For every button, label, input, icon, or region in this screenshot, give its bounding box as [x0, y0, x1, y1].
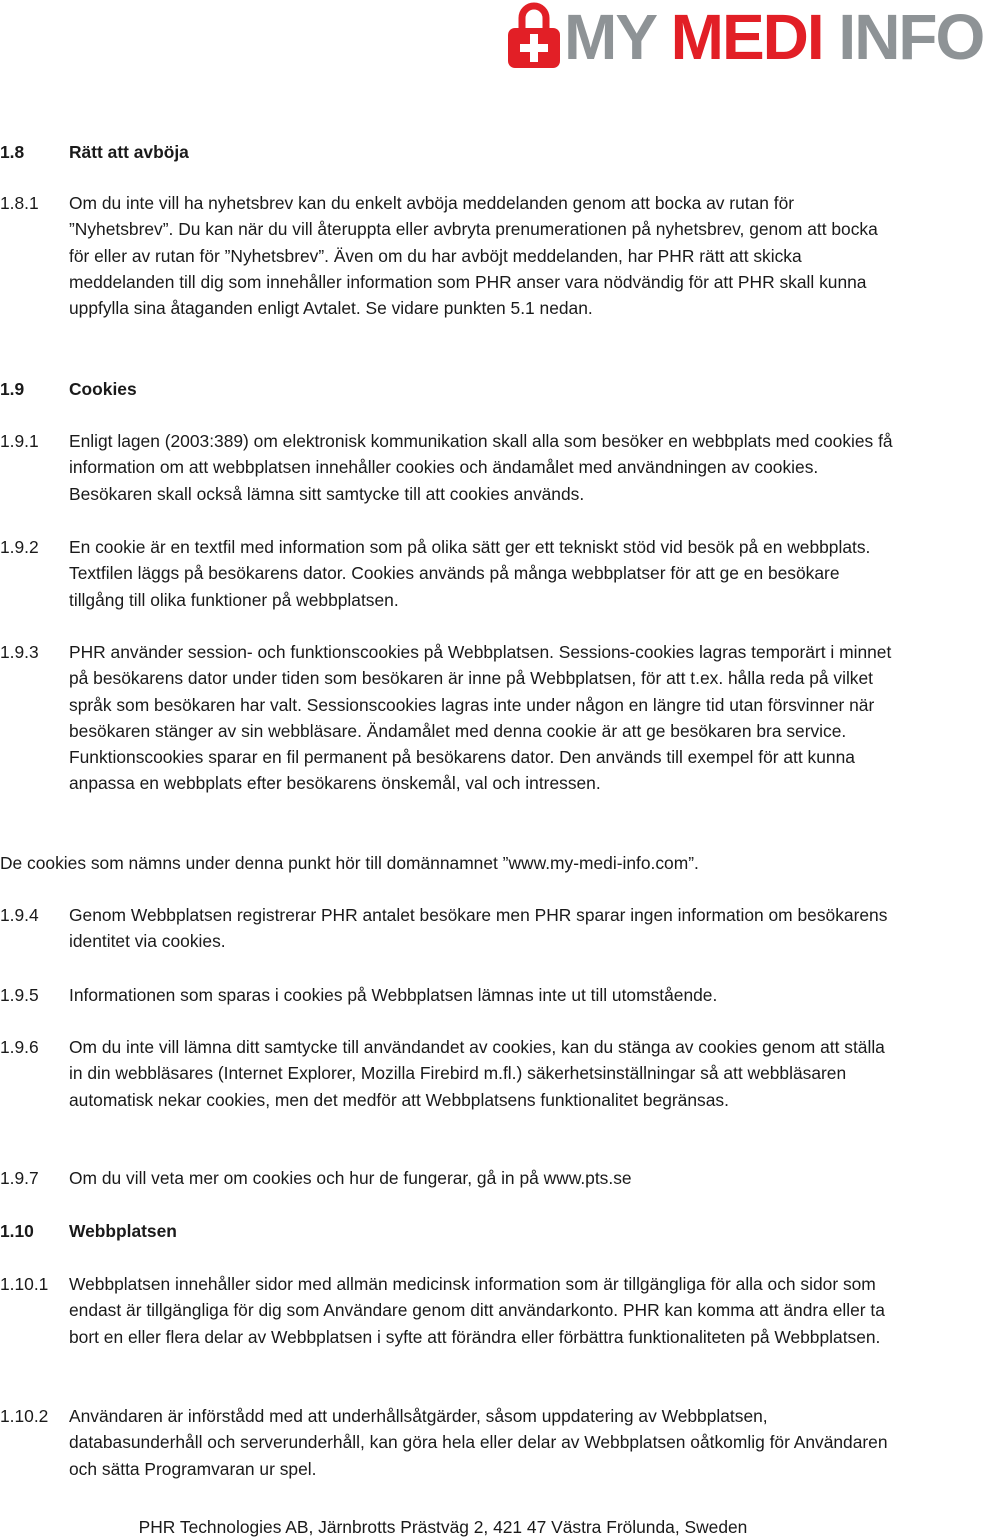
paragraph-number: 1.9.1	[0, 431, 39, 451]
paragraph-text: Webbplatsen innehåller sidor med allmän medicinsk information som är tillgängliga för alla och sidor som endast är tillgängliga för dig som Användare genom ditt användarkonto. PHR kan komma att ändra eller ta bort en eller flera delar av Webbplatsen i syfte att förändra eller förbättra funktionaliteten på Webbplatsen.	[69, 1274, 885, 1347]
page-footer: PHR Technologies AB, Järnbrotts Prästväg 2, 421 47 Västra Frölunda, Sweden	[138, 1517, 748, 1537]
section-number: 1.8	[0, 142, 25, 162]
paragraph-text: PHR använder session- och funktionscookies på Webbplatsen. Sessions-cookies lagras temporärt i minnet på besökarens dator under tiden som besökaren är inne på Webbplatsen, för att t.ex. hålla reda på vilket språk som besökaren har valt. Sessionscookies lagras inte under någon en längre tid utan försvinner när besökaren stänger av sin webbläsare. Ändamålet med denna cookie är att ge besökaren bra service. Funktionscookies sparar en fil permanent på besökarens dator. Den används till exempel för att kunna anpassa en webbplats efter besökarens önskemål, val och intressen.	[69, 642, 892, 794]
section-number: 1.10	[0, 1221, 34, 1241]
paragraph-number: 1.10.1	[0, 1274, 49, 1294]
paragraph-number: 1.9.3	[0, 642, 39, 662]
paragraph-number: 1.9.5	[0, 985, 39, 1005]
logo-word-medi: MEDI	[670, 1, 823, 73]
paragraph-text: Enligt lagen (2003:389) om elektronisk kommunikation skall alla som besöker en webbplats med cookies få information om att webbplatsen innehåller cookies och ändamålet med användningen av cookies. Besökaren skall också lämna sitt samtycke till att cookies används.	[69, 431, 893, 504]
section-number: 1.9	[0, 379, 25, 399]
paragraph-number: 1.9.6	[0, 1037, 39, 1057]
paragraph-text: Om du vill veta mer om cookies och hur de fungerar, gå in på www.pts.se	[69, 1168, 632, 1188]
paragraph-number: 1.9.2	[0, 537, 39, 557]
paragraph-text: Om du inte vill lämna ditt samtycke till användandet av cookies, kan du stänga av cookies genom att ställa in din webbläsares (Internet Explorer, Mozilla Firebird m.fl.) säkerhetsinställningar så att webbläsaren automatisk nekar cookies, men det medför att Webbplatsens funktionalitet begränsas.	[69, 1037, 885, 1110]
paragraph-text: Informationen som sparas i cookies på Webbplatsen lämnas inte ut till utomstående.	[69, 985, 718, 1005]
paragraph-number: 1.9.7	[0, 1168, 39, 1188]
logo-word-info: INFO	[838, 1, 983, 73]
paragraph-number: 1.10.2	[0, 1406, 49, 1426]
logo-word-my: MY	[564, 1, 655, 73]
paragraph-text: De cookies som nämns under denna punkt hör till domännamnet ”www.my-medi-info.com”.	[0, 853, 699, 873]
brand-logo	[506, 0, 983, 73]
section-title: Cookies	[69, 379, 137, 399]
lock-cross-icon	[506, 0, 562, 72]
paragraph-text: Användaren är införstådd med att underhållsåtgärder, såsom uppdatering av Webbplatsen, databasunderhåll och serverunderhåll, kan göra hela eller delar av Webbplatsen oåtkomlig för Användaren och sätta Programvaran ur spel.	[69, 1406, 888, 1479]
section-title: Rätt att avböja	[69, 142, 189, 162]
section-title: Webbplatsen	[69, 1221, 177, 1241]
paragraph-number: 1.9.4	[0, 905, 39, 925]
paragraph-text: Om du inte vill ha nyhetsbrev kan du enkelt avböja meddelanden genom att bocka av rutan för ”Nyhetsbrev”. Du kan när du vill återuppta eller avbryta prenumerationen på nyhetsbrev, genom att bocka för eller av rutan för ”Nyhetsbrev”. Även om du har avböjt meddelanden, har PHR rätt att skicka meddelanden till dig som innehåller information som PHR anser vara nödvändig för att PHR skall kunna uppfylla sina åtaganden enligt Avtalet. Se vidare punkten 5.1 nedan.	[69, 193, 878, 319]
paragraph-text: Genom Webbplatsen registrerar PHR antalet besökare men PHR sparar ingen information om besökarens identitet via cookies.	[69, 905, 888, 952]
logo-wordmark	[564, 2, 983, 72]
paragraph-number: 1.8.1	[0, 193, 39, 213]
paragraph-text: En cookie är en textfil med information som på olika sätt ger ett tekniskt stöd vid besök på en webbplats. Textfilen läggs på besökarens dator. Cookies används på många webbplatser för att ge en besökare tillgång till olika funktioner på webbplatsen.	[69, 537, 871, 610]
